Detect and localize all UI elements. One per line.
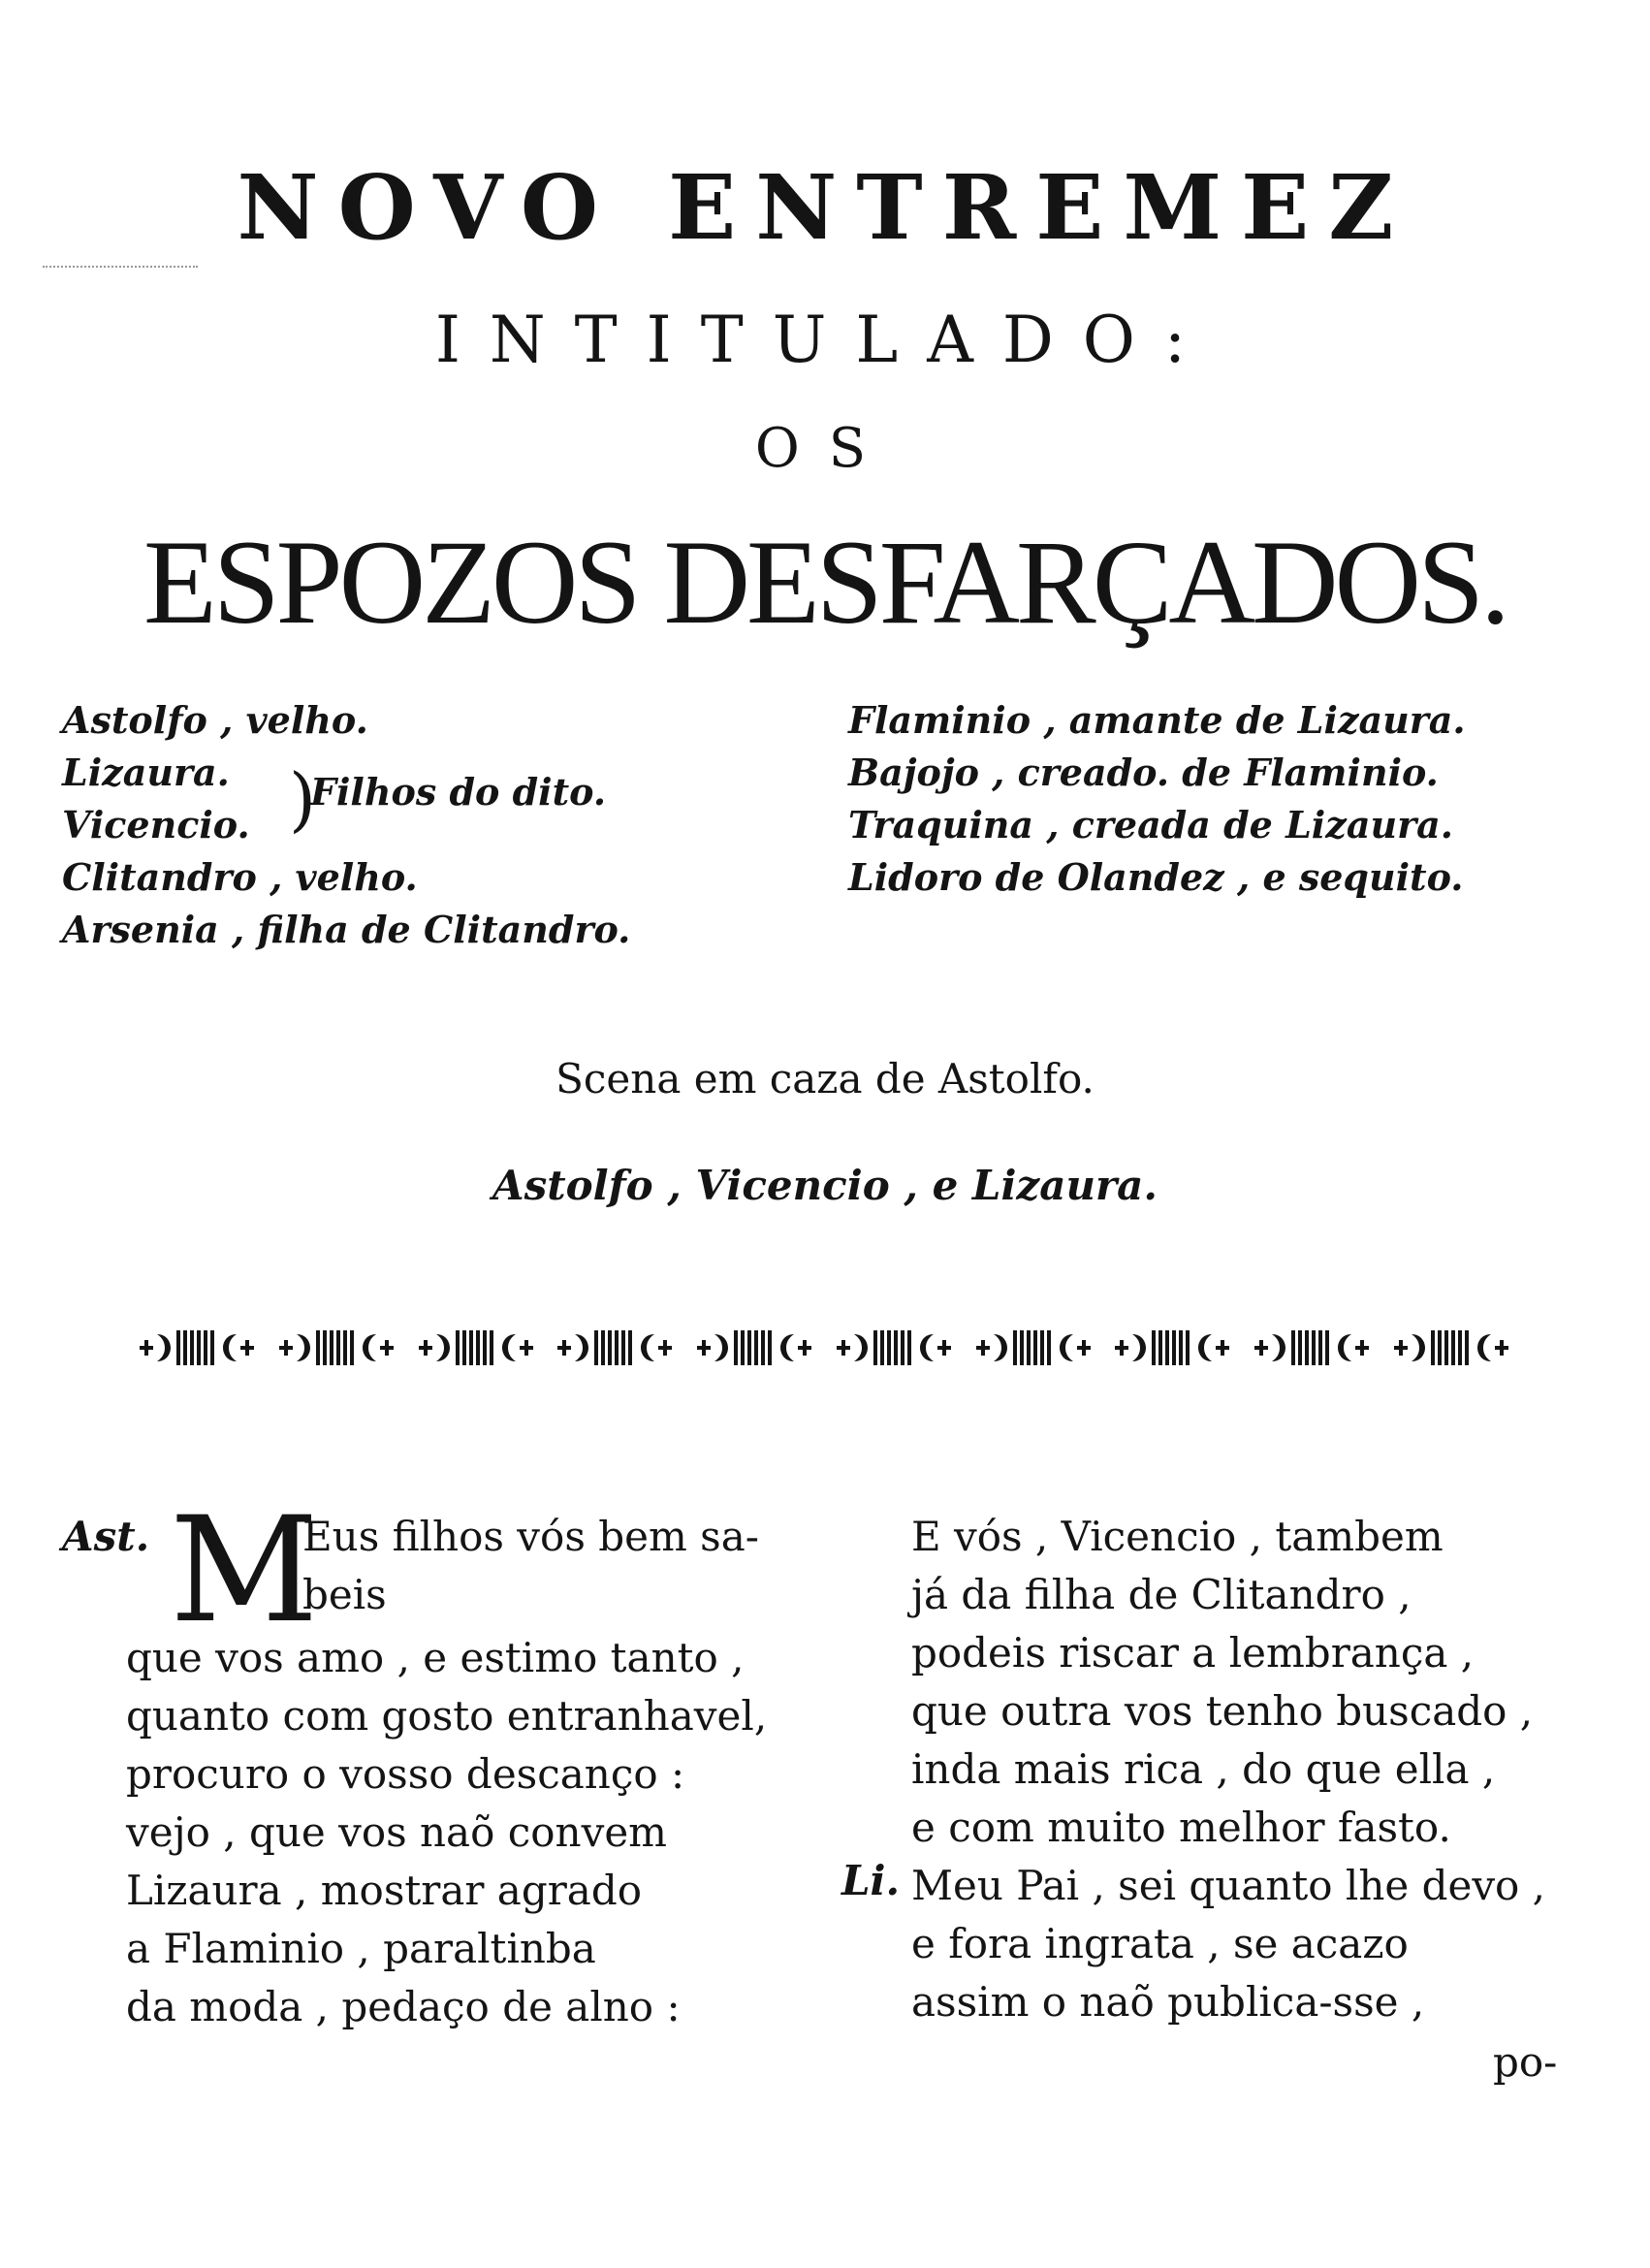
- verse-line-second: beis: [302, 1571, 387, 1618]
- verse-line: procuro o vosso descanço :: [126, 1750, 685, 1798]
- title-line-3: OS: [754, 417, 896, 480]
- ornament-icon: [1111, 1325, 1233, 1371]
- stray-mark: [43, 266, 198, 268]
- verse-line-first: Eus filhos vós bem sa-: [302, 1513, 759, 1560]
- verse-line: e fora ingrata , se acazo: [911, 1920, 1409, 1967]
- verse-line: que vos amo , e estimo tanto ,: [126, 1634, 745, 1681]
- speaker-astolfo: Ast.: [62, 1513, 150, 1560]
- verse-line: já da filha de Clitandro ,: [911, 1571, 1412, 1618]
- verse-line: da moda , pedaço de alno :: [126, 1983, 681, 2030]
- speaker-lizaura: Li.: [841, 1857, 901, 1904]
- persona-lizaura: Lizaura.: [62, 751, 230, 794]
- scene-characters: Astolfo , Vicencio , e Lizaura.: [492, 1162, 1158, 1209]
- verse-column-right: [911, 1508, 1545, 2031]
- verse-line: inda mais rica , do que ella ,: [911, 1745, 1496, 1793]
- brace-icon: ): [289, 758, 317, 840]
- ornament-icon: [275, 1325, 397, 1371]
- title-line-2: INTITULADO:: [434, 303, 1216, 377]
- ornament-icon: [1390, 1325, 1512, 1371]
- brace-note: Filhos do dito.: [310, 770, 607, 814]
- ornament-icon: [693, 1325, 815, 1371]
- ornament-icon: [554, 1325, 676, 1371]
- persona-vicencio: Vicencio.: [62, 803, 250, 847]
- verse-line: assim o naõ publica-sse ,: [911, 1978, 1425, 2026]
- verse-line: vejo , que vos naõ convem: [126, 1808, 667, 1856]
- scene-setting: Scena em caza de Astolfo.: [555, 1055, 1095, 1102]
- ornament-icon: [972, 1325, 1095, 1371]
- ornament-band: [136, 1319, 1512, 1377]
- persona-flaminio: Flaminio , amante de Lizaura.: [848, 698, 1466, 742]
- play-title: ESPOZOS DESFARÇADOS.: [143, 516, 1507, 649]
- dramatis-personae-right: [848, 694, 1466, 904]
- ornament-icon: [833, 1325, 955, 1371]
- persona-lidoro: Lidoro de Olandez , e sequito.: [848, 855, 1464, 899]
- dramatis-personae-left: [62, 694, 630, 956]
- drop-cap: M: [170, 1486, 319, 1655]
- persona-astolfo: Astolfo , velho.: [62, 698, 368, 742]
- verse-line: E vós , Vicencio , tambem: [911, 1513, 1444, 1560]
- verse-line: Meu Pai , sei quanto lhe devo ,: [911, 1862, 1546, 1909]
- ornament-icon: [1251, 1325, 1373, 1371]
- verse-line: a Flaminio , paraltinba: [126, 1925, 596, 1972]
- persona-arsenia: Arsenia , filha de Clitandro.: [62, 908, 631, 951]
- catchword: po-: [1493, 2038, 1558, 2086]
- persona-bajojo: Bajojo , creado. de Flaminio.: [848, 751, 1439, 794]
- title-line-1: NOVO ENTREMEZ: [237, 155, 1413, 260]
- verse-line: Lizaura , mostrar agrado: [126, 1867, 643, 1914]
- verse-line: podeis riscar a lembrança ,: [911, 1629, 1475, 1677]
- verse-line: que outra vos tenho buscado ,: [911, 1687, 1534, 1735]
- verse-column-left: [126, 1629, 767, 2036]
- persona-traquina: Traquina , creada de Lizaura.: [848, 803, 1453, 847]
- ornament-icon: [415, 1325, 537, 1371]
- ornament-icon: [136, 1325, 258, 1371]
- persona-clitandro: Clitandro , velho.: [62, 855, 418, 899]
- verse-line: quanto com gosto entranhavel,: [126, 1692, 768, 1740]
- verse-line: e com muito melhor fasto.: [911, 1804, 1451, 1851]
